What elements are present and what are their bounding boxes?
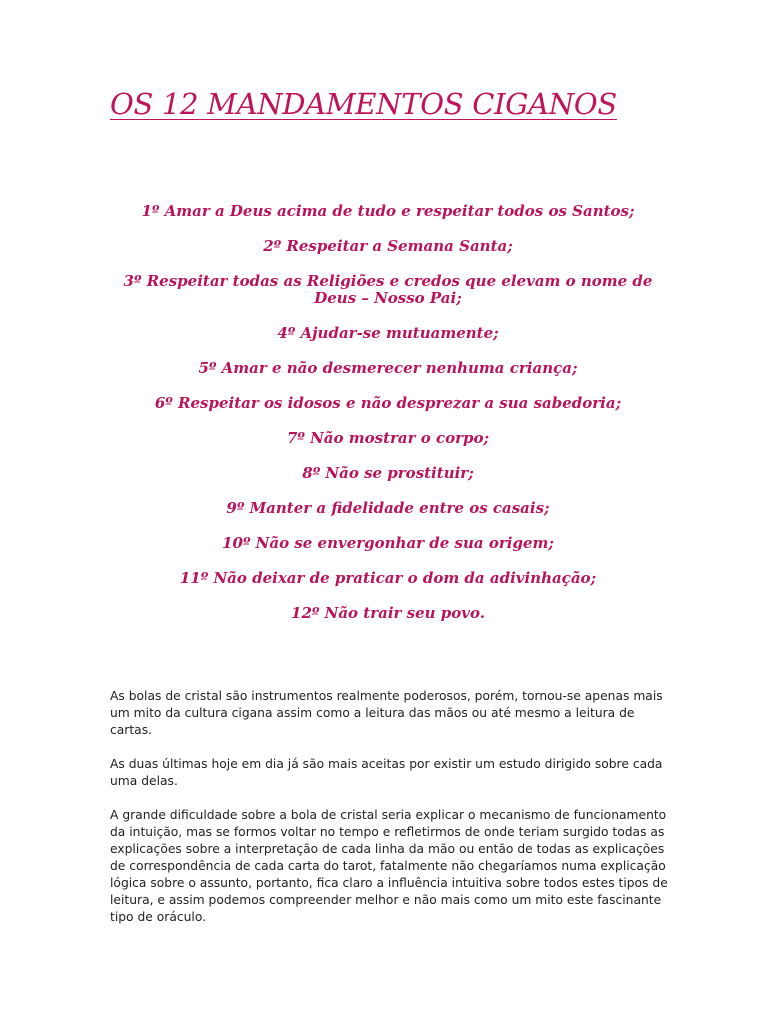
commandment-9: 9º Manter a fidelidade entre os casais; xyxy=(226,499,550,517)
commandments-list xyxy=(110,203,666,640)
commandment-11: 11º Não deixar de praticar o dom da adivinhação; xyxy=(179,569,597,587)
paragraph-accepted-readings: As duas últimas hoje em dia já são mais aceitas por existir um estudo dirigido sobre cada uma delas. xyxy=(110,757,663,788)
commandment-3: 3º Respeitar todas as Religiões e credos que elevam o nome de Deus – Nosso Pai; xyxy=(123,272,653,307)
commandment-5: 5º Amar e não desmerecer nenhuma criança; xyxy=(198,359,578,377)
commandment-6: 6º Respeitar os idosos e não desprezar a sua sabedoria; xyxy=(154,394,622,412)
commandment-4: 4º Ajudar-se mutuamente; xyxy=(277,324,499,342)
body-text xyxy=(110,688,670,943)
commandment-8: 8º Não se prostituir; xyxy=(302,464,474,482)
paragraph-intuition: A grande dificuldade sobre a bola de cristal seria explicar o mecanismo de funcionamento da intuição, mas se formos voltar no tempo e refletirmos de onde teriam surgido todas as explicações sobre a interpretação de cada linha da mão ou então de todas as explicações de correspondência de cada carta do tarot, fatalmente não chegaríamos numa explicação lógica sobre o assunto, portanto, fica claro a influência intuitiva sobre todos estes tipos de leitura, e assim podemos compreender melhor e não mais como um mito este fascinante tipo de oráculo. xyxy=(110,808,668,924)
commandment-1: 1º Amar a Deus acima de tudo e respeitar todos os Santos; xyxy=(141,202,635,220)
commandment-7: 7º Não mostrar o corpo; xyxy=(286,429,490,447)
commandment-10: 10º Não se envergonhar de sua origem; xyxy=(222,534,554,552)
paragraph-crystal-balls: As bolas de cristal são instrumentos realmente poderosos, porém, tornou-se apenas mais um mito da cultura cigana assim como a leitura das mãos ou até mesmo a leitura de cartas. xyxy=(110,689,663,737)
commandment-12: 12º Não trair seu povo. xyxy=(291,604,485,622)
document-title: OS 12 MANDAMENTOS CIGANOS xyxy=(110,87,617,121)
commandment-2: 2º Respeitar a Semana Santa; xyxy=(263,237,513,255)
